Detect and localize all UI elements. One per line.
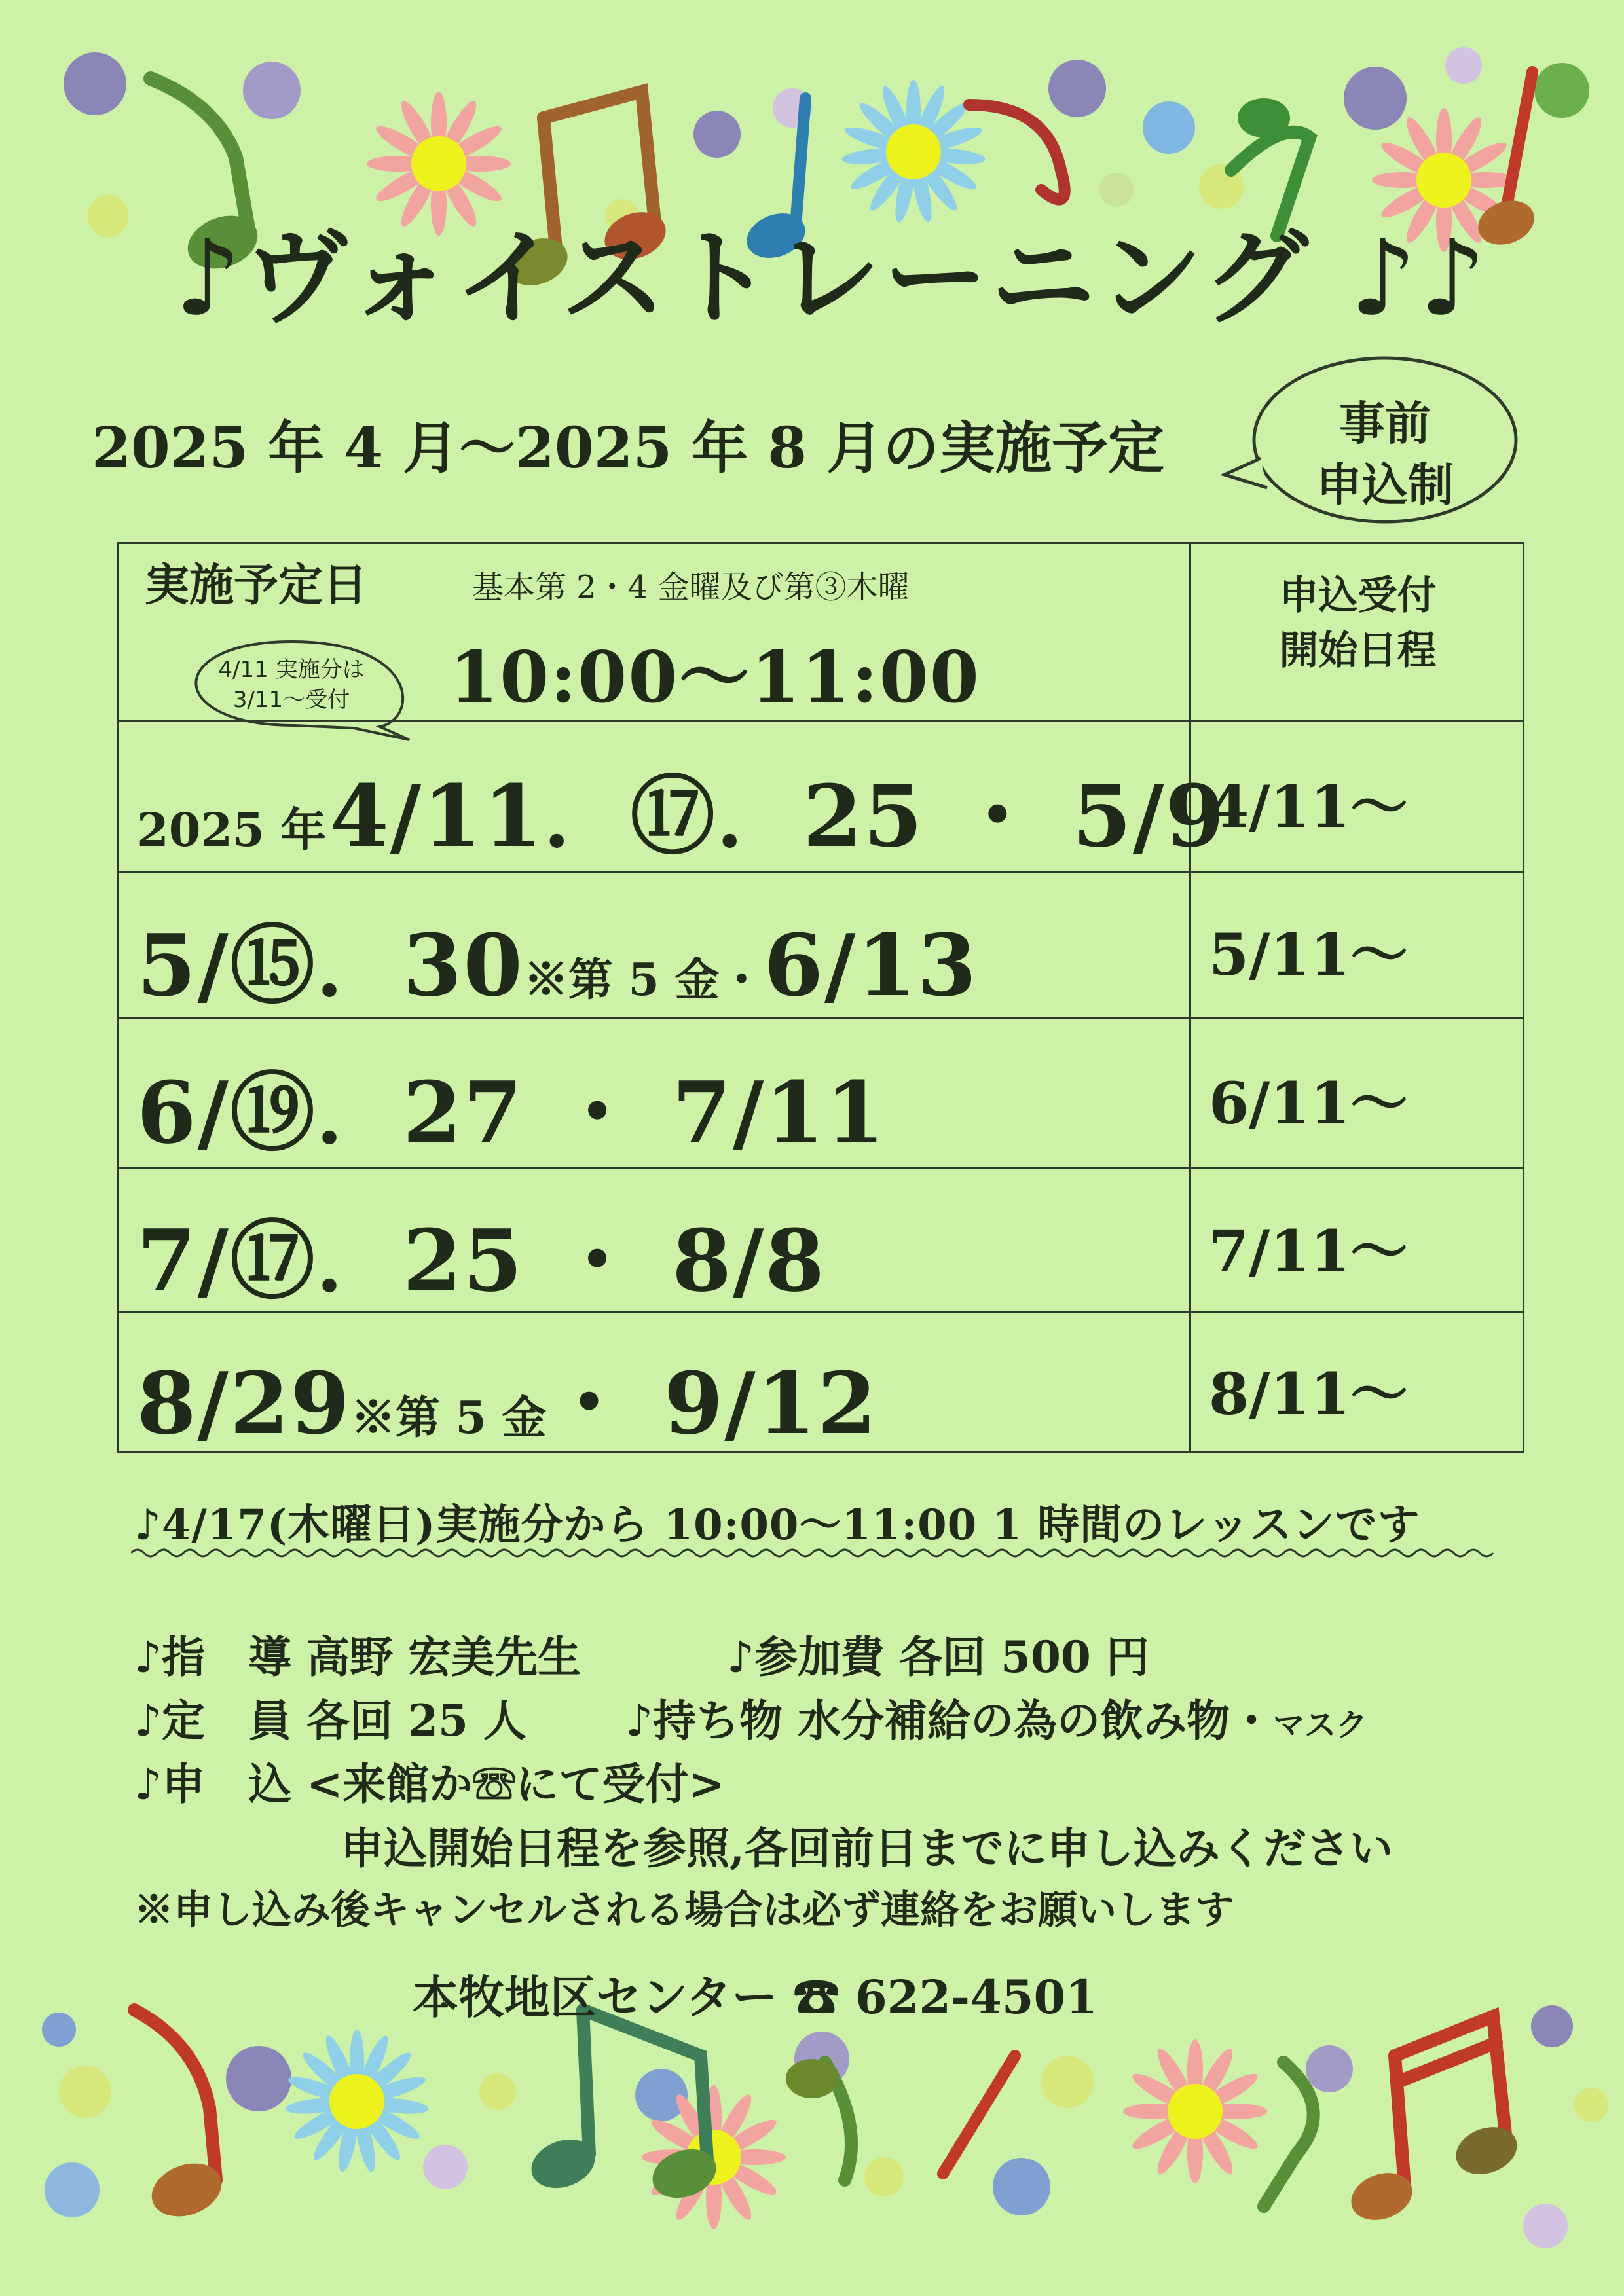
badge-line1: 事前 <box>1339 396 1431 450</box>
table-row <box>119 1311 1522 1453</box>
page-title: ♪ヴォイストレーニング ♪♪ <box>174 217 1489 339</box>
lesson-duration-note: ♪4/17(木曜日)実施分から 10:00～11:00 1 時間のレッスンです <box>134 1501 1420 1550</box>
row-note: ※第 5 金・ <box>523 954 764 1006</box>
fee-info: ♪参加費 各回 500 円 <box>727 1631 1149 1683</box>
instructor-info: ♪指 導 高野 宏美先生 <box>134 1631 581 1683</box>
row-dates <box>137 1193 826 1315</box>
row-date-list: 7/⑰．25 ・ 8/8 <box>137 1211 826 1311</box>
row-dates <box>137 1336 878 1458</box>
schedule-subtitle: 2025 年 4 月～2025 年 8 月の実施予定 <box>92 415 1165 481</box>
wavy-underline <box>131 1546 1506 1559</box>
row-start-date: 7/11～ <box>1209 1217 1408 1285</box>
header-right-line2: 開始日程 <box>1279 628 1437 674</box>
row-dates <box>137 748 1226 871</box>
apply-detail: 申込開始日程を参照,各回前日までに申し込みください <box>341 1823 1393 1874</box>
header-note: 基本第 2・4 金曜及び第③木曜 <box>472 569 910 606</box>
flowers-bottom <box>284 2030 1267 2229</box>
callout-line1: 4/11 実施分は <box>218 657 365 683</box>
row-year: 2025 年 <box>137 803 327 857</box>
row-dates <box>137 898 978 1020</box>
row-note: ※第 5 金 <box>350 1392 547 1444</box>
items-label: ♪持ち物 水分補給の為の飲み物・ <box>625 1695 1274 1746</box>
row-start-date: 8/11～ <box>1209 1360 1408 1428</box>
row-date-list-2: ・ 9/12 <box>546 1353 878 1453</box>
items-info <box>625 1686 1367 1748</box>
table-row <box>119 720 1522 871</box>
row-date-list: 6/⑲．27 ・ 7/11 <box>137 1063 887 1163</box>
header-application-start <box>1189 568 1526 678</box>
row-start-date: 5/11～ <box>1209 920 1408 989</box>
apply-info: ♪申 込 <来館か☏にて受付> <box>134 1758 725 1810</box>
center-contact: 本牧地区センター ☎ 622-4501 <box>413 1970 1098 2024</box>
callout-line2: 3/11～受付 <box>232 687 350 713</box>
dots-top <box>64 47 1589 237</box>
cancel-note: ※申し込み後キャンセルされる場合は必ず連絡をお願いします <box>134 1887 1234 1933</box>
header-right-line1: 申込受付 <box>1279 573 1437 619</box>
table-row <box>119 871 1522 1017</box>
row-date-list: 4/11．⑰．25 ・ 5/9 <box>329 766 1226 866</box>
header-time: 10:00～11:00 <box>449 636 980 719</box>
callout-note <box>190 655 393 715</box>
row-start-date: 6/11～ <box>1209 1069 1408 1137</box>
header-label: 実施予定日 <box>145 559 368 611</box>
table-row <box>119 1017 1522 1167</box>
items-small: マスク <box>1273 1707 1368 1743</box>
badge-line2: 申込制 <box>1316 458 1454 512</box>
row-date-list: 5/⑮．30 <box>137 915 524 1015</box>
row-start-date: 4/11～ <box>1209 773 1408 841</box>
table-row <box>119 1167 1522 1311</box>
row-date-list-2: 6/13 <box>764 915 978 1015</box>
advance-registration-badge <box>1287 393 1483 516</box>
row-dates <box>137 1045 886 1167</box>
capacity-info: ♪定 員 各回 25 人 <box>134 1695 526 1746</box>
row-date-list: 8/29 <box>137 1353 351 1453</box>
